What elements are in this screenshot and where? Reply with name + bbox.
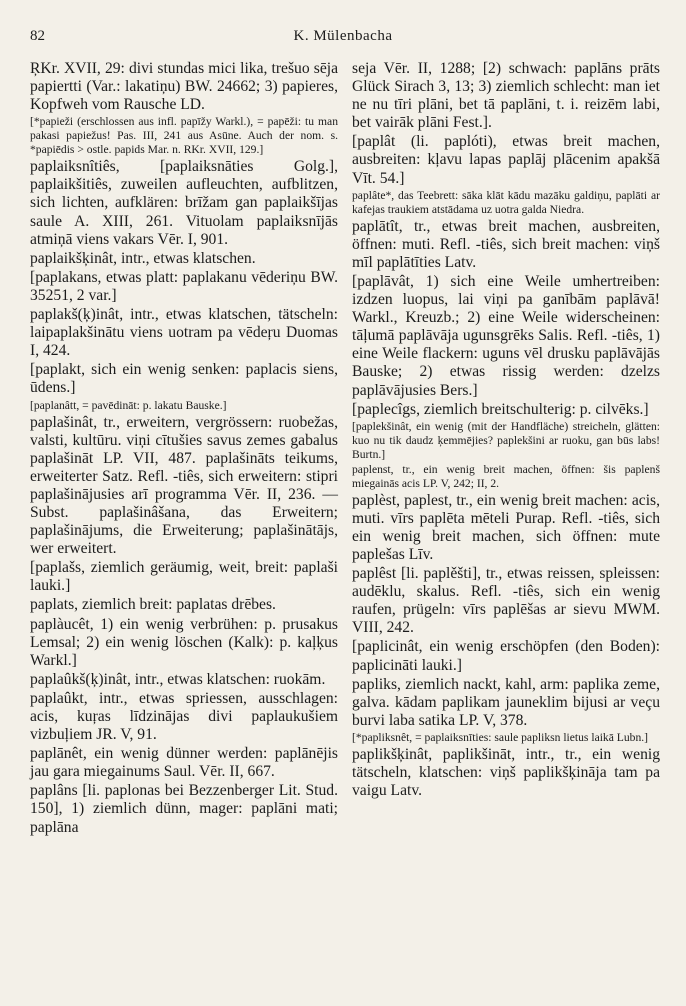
dictionary-entry: paplats, ziemlich breit: paplatas drēbes. xyxy=(30,596,276,614)
dictionary-entry: paplātît, tr., etwas breit machen, ausbreiten, öffnen: muti. Refl. -tiês, sich breit machen: viņš mīl paplātīties Latv. xyxy=(352,217,660,271)
dictionary-entry: [paplāvât, 1) sich eine Weile umhertreiben: izdzen luopus, lai viņi pa ganībām paplāvā! Warkl., Kreuzb.; 2) eine Weile widerscheinen: tāļumā paplāvāja ugunsgrēks Salis. Refl. -tiês, 1) eine Weile flackern: uguns vēl drusku paplāvājās Bauske; 2) etwas rissig werden: dzelzs paplāvājusies Bers.] xyxy=(352,272,660,399)
dictionary-entry: paplaiksnîtiês, [paplaiksnāties Golg.], paplaikšitiês, zuweilen aufleuchten, aufblitzen, sich lichten, aufklären: brīžam gan paplaikšījas saule A. XIII, 261. Vituolam paplaiksnījās atmiņā viens vakars Vēr. I, 901. xyxy=(30,158,338,248)
dictionary-entry: seja Vēr. II, 1288; [2) schwach: paplāns prāts Glück Sirach 3, 13; 3) ziemlich schlecht: man iet ne nu tīri plāni, bet tā paplāni, t. i. reizēm labi, bet vairāk plāni Fest.]. xyxy=(352,60,660,132)
dictionary-entry: paplaûkš(ķ)inât, intr., etwas klatschen: ruokām. xyxy=(30,670,326,688)
dictionary-entry: [paplicinât, ein wenig erschöpfen (den Boden): paplicināti lauki.] xyxy=(352,638,660,674)
page-header xyxy=(30,28,656,52)
dictionary-entry: [paplecîgs, ziemlich breitschulterig: p. cilvēks.] xyxy=(352,400,649,418)
dictionary-entry: [paplakans, etwas platt: paplakanu vēderiņu BW. 35251, 2 var.] xyxy=(30,268,338,304)
dictionary-entry: paplakš(ķ)inât, intr., etwas klatschen, tätscheln: laipaplakšinātu viens uotram pa vēdeŗu Duomas I, 424. xyxy=(30,306,338,360)
dictionary-entry: [paplašs, ziemlich geräumig, weit, breit: paplaši lauki.] xyxy=(30,559,338,595)
dictionary-entry: ŖKr. XVII, 29: divi stundas mici lika, trešuo sēja papiertti (Var.: lakatiņu) BW. 24662; 3) papieres, Kopfweh vom Rausche LD. xyxy=(30,60,338,114)
dictionary-entry: [paplanâtt, = pavēdināt: p. lakatu Bauske.] xyxy=(30,398,227,412)
left-column xyxy=(30,60,338,838)
dictionary-entry: paplaûkt, intr., etwas spriessen, ausschlagen: acis, kuŗas līdzinājas divi paplaukušiem vizbuļiem JR. V, 91. xyxy=(30,689,338,744)
dictionary-entry: paplikšķinât, paplikšināt, intr., tr., ein wenig tätscheln, klatschen: viņš paplikšķināja tam pa vaigu Latv. xyxy=(352,745,660,800)
dictionary-entry: paplaikšķinât, intr., etwas klatschen. xyxy=(30,249,256,267)
dictionary-entry: paplâns [li. paplonas bei Bezzenberger Lit. Stud. 150], 1) ziemlich dünn, mager: paplāni mati; paplāna xyxy=(30,782,338,836)
dictionary-entry: paplâte*, das Teebrett: sāka klāt kādu mazāku galdiņu, paplāti ar kafejas traukiem atstādama uz uotra galda Niedra. xyxy=(352,188,660,216)
dictionary-entry: [paplât (li. paplóti), etwas breit machen, ausbreiten: kļavu lapas paplāj plācenim apakšā Vīt. 54.] xyxy=(352,133,660,187)
dictionary-entry: paplānêt, ein wenig dünner werden: paplānējis jau gara miegainums Saul. Vēr. II, 667. xyxy=(30,745,338,781)
right-column xyxy=(352,60,660,801)
dictionary-entry: [*papliksnêt, = paplaiksnīties: saule papliksn lietus laikā Lubn.] xyxy=(352,730,649,744)
dictionary-entry: [paplekšinât, ein wenig (mit der Handfläche) streicheln, glätten: kuo nu tik daudz ķemmējies? paplekšini ar ruoku, gan būs labs! Burtn.] xyxy=(352,419,660,461)
dictionary-entry: paplenst, tr., ein wenig breit machen, öffnen: šis paplenš miegainās acis LP. V, 242; II, 2. xyxy=(352,462,660,490)
dictionary-entry: [paplakt, sich ein wenig senken: paplacis siens, ūdens.] xyxy=(30,361,338,397)
dictionary-entry: paplêst [li. paplěšti], tr., etwas reissen, spleissen: audēklu, skalus. Refl. -tiês, sich ein wenig raufen, prügeln: vīrs paplēšas ar sievu MWM. VIII, 242. xyxy=(352,565,660,637)
running-title: K. Mülenbacha xyxy=(293,28,393,44)
dictionary-entry: paplašinât, tr., erweitern, vergrössern: ruobežas, valsti, kultūru. viņi cītušies savus zemes gabalus paplašināt LP. VII, 487. paplašināts teikums, erweiterter Satz. Refl. -tiês, sich erweitern: stipri paplašinājusies arī programma Vēr. II, 236. — Subst. paplašinâšana, das Erweitern; paplašinājums, die Erweiterung; paplašinātājs, wer erweitert. xyxy=(30,413,338,558)
dictionary-entry: papliks, ziemlich nackt, kahl, arm: paplika zeme, galva. kādam paplikam jauneklim bijusi ar veçu burvi laba satika LP. V, 378. xyxy=(352,675,660,729)
dictionary-entry: [*papieži (erschlossen aus infl. papīžy Warkl.), = papēži: tu man pakasi papiežus! Pas. III, 241 aus Asūne. Auch der nom. s. *papiēdis > ostle. papids Mar. n. RKr. XVII, 129.] xyxy=(30,115,338,157)
dictionary-entry: paplèst, paplest, tr., ein wenig breit machen: acis, muti. vīrs paplēta mēteli Purap. Refl. -tiês, sich ein wenig breit machen, sich öffnen: mute paplešas Līv. xyxy=(352,491,660,563)
page-number: 82 xyxy=(30,28,45,44)
dictionary-entry: paplàucêt, 1) ein wenig verbrühen: p. prusakus Lemsal; 2) ein wenig löschen (Kalk): p. kaļķus Warkl.] xyxy=(30,615,338,669)
